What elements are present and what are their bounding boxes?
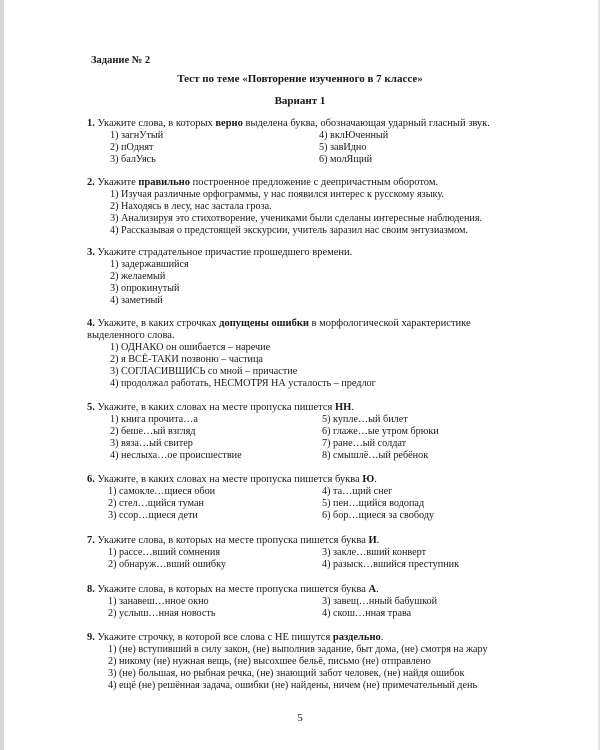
question-6: 6. Укажите, в каких словах на месте пропуска пишется буква Ю. xyxy=(87,474,377,485)
question-number: 3. xyxy=(87,247,95,258)
answer-option: 2) Находясь в лесу, нас застала гроза. xyxy=(110,201,272,212)
question-number: 5. xyxy=(87,402,95,413)
answer-option: 1) занавеш…нное окно xyxy=(108,596,209,607)
answer-option: 2) беше…ый взгляд xyxy=(110,426,196,437)
answer-option: 1) самокле…щиеся обои xyxy=(108,486,216,497)
answer-option: 3) ссор…щиеся дети xyxy=(108,510,198,521)
emphasis: И xyxy=(368,535,377,546)
question-7: 7. Укажите слова, в которых на месте пропуска пишется буква И. xyxy=(87,535,380,546)
answer-option: 4) ещё (не) решённая задача, ошибки (не) найдены, ничем (не) примечательный день xyxy=(108,680,478,691)
answer-option: 3) балУясь xyxy=(110,154,156,165)
emphasis: А xyxy=(368,584,377,595)
answer-option: 1) рассе…вший сомнения xyxy=(108,547,221,558)
answer-option: 2) услыш…нная новость xyxy=(108,608,216,619)
task-label: Задание № 2 xyxy=(91,55,151,66)
emphasis: Ю xyxy=(362,474,375,485)
answer-option: 3) опрокинутый xyxy=(110,283,180,294)
answer-option: 4) Рассказывая о предстоящей экскурсии, учитель заразил нас своим энтузиазмом. xyxy=(110,225,469,236)
question-number: 6. xyxy=(87,474,95,485)
answer-option: 3) вяза…ый свитер xyxy=(110,438,193,449)
answer-option: 2) никому (не) нужная вещь, (не) высохшее бельё, письмо (не) отправлено xyxy=(108,656,431,667)
page-number: 5 xyxy=(297,712,303,724)
answer-option: 7) ране…ый солдат xyxy=(322,438,407,449)
answer-option: 2) пОднят xyxy=(110,142,154,153)
question-8: 8. Укажите слова, в которых на месте пропуска пишется буква А. xyxy=(87,584,379,595)
answer-option: 4) скош…нная трава xyxy=(322,608,412,619)
emphasis: правильно xyxy=(138,177,190,188)
answer-option: 4) продолжал работать, НЕСМОТРЯ НА усталость – предлог xyxy=(110,378,376,389)
answer-option: 4) неслыха…ое происшествие xyxy=(110,450,242,461)
answer-option: 6) бор…щиеся за свободу xyxy=(322,510,435,521)
question-2: 2. Укажите правильно построенное предложение с деепричастным оборотом. xyxy=(87,177,439,188)
question-number: 8. xyxy=(87,584,95,595)
answer-option: 3) закле…вший конверт xyxy=(322,547,427,558)
emphasis: НН xyxy=(334,402,352,413)
answer-option: 3) завещ…нный бабушкой xyxy=(322,596,438,607)
answer-option: 4) заметный xyxy=(110,295,163,306)
question-number: 7. xyxy=(87,535,95,546)
answer-option: 5) завИдно xyxy=(319,142,367,153)
question-number: 4. xyxy=(87,318,95,329)
answer-option: 3) СОГЛАСИВШИСЬ со мной – причастие xyxy=(110,366,298,377)
answer-option: 1) загнУтый xyxy=(110,130,164,141)
answer-option: 3) Анализируя это стихотворение, учениками были сделаны интересные наблюдения. xyxy=(110,213,483,224)
answer-option: 5) пен…щийся водопад xyxy=(322,498,425,509)
answer-option: 5) купле…ый билет xyxy=(322,414,408,425)
answer-option: 1) Изучая различные орфограммы, у нас появился интерес к русскому языку. xyxy=(110,189,444,200)
page-edge-shadow xyxy=(0,0,4,750)
answer-option: 1) задержавшийся xyxy=(110,259,189,270)
emphasis: верно xyxy=(215,118,243,129)
question-number: 9. xyxy=(87,632,95,643)
answer-option: 3) (не) большая, но рыбная речка, (не) знающий забот человек, (не) найдя ошибок xyxy=(108,668,465,679)
emphasis: раздельно xyxy=(332,632,381,643)
question-4: 4. Укажите, в каких строчках допущены ошибки в морфологической характеристике выделенного слова. xyxy=(87,318,471,341)
question-3: 3. Укажите страдательное причастие прошедшего времени. xyxy=(87,247,353,258)
question-9: 9. Укажите строчку, в которой все слова с НЕ пишутся раздельно. xyxy=(87,632,384,643)
answer-option: 1) книга прочита…а xyxy=(110,414,198,425)
question-1: 1. Укажите слова, в которых верно выделена буква, обозначающая ударный гласный звук. xyxy=(87,118,490,129)
answer-option: 4) разыск…вшийся преступник xyxy=(322,559,460,570)
question-5: 5. Укажите, в каких словах на месте пропуска пишется НН. xyxy=(87,402,354,413)
answer-option: 4) вклЮченный xyxy=(319,130,389,141)
answer-option: 4) та…щий снег xyxy=(322,486,393,497)
answer-option: 8) смышлё…ый ребёнок xyxy=(322,450,429,461)
answer-option: 1) ОДНАКО он ошибается – наречие xyxy=(110,342,271,353)
answer-option: 2) я ВСЁ-ТАКИ позвоню – частица xyxy=(110,354,263,365)
answer-option: 2) желаемый xyxy=(110,271,166,282)
emphasis: допущены ошибки xyxy=(219,318,309,329)
answer-option: 2) стел…щийся туман xyxy=(108,498,204,509)
test-title: Тест по теме «Повторение изученного в 7 классе» xyxy=(177,73,423,85)
question-number: 1. xyxy=(87,118,95,129)
question-number: 2. xyxy=(87,177,95,188)
variant-heading: Вариант 1 xyxy=(274,95,326,107)
answer-option: 6) глаже…ые утром брюки xyxy=(322,426,439,437)
answer-option: 1) (не) вступивший в силу закон, (не) выполнив задание, быт дома, (не) смотря на жару xyxy=(108,644,488,655)
answer-option: 2) обнаруж…вший ошибку xyxy=(108,559,227,570)
answer-option: 6) молЯщий xyxy=(319,154,373,165)
